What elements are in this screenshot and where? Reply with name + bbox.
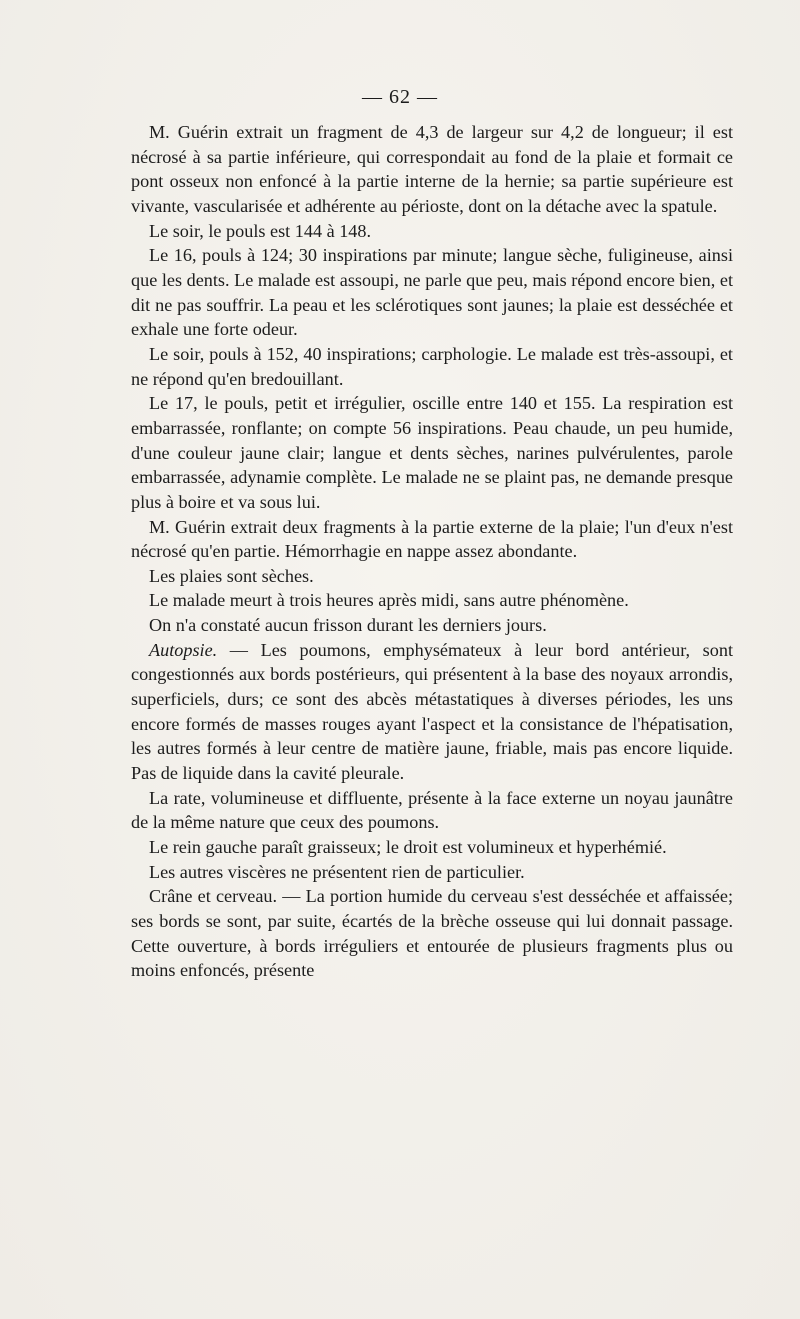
paragraph: Le 17, le pouls, petit et irrégulier, oscille entre 140 et 155. La respiration est embarrassée, ronflante; on compte 56 inspirations. Peau chaude, un peu humide, d'une couleur jaune clair; langue et dents sèches, narines pulvérulentes, parole embarrassée, adynamie complète. Le malade ne se plaint pas, ne demande presque plus à boire et va sous lui. (131, 393, 733, 512)
paragraph-autopsy (131, 638, 733, 786)
paragraph: Les autres viscères ne présentent rien de particulier. (149, 861, 525, 882)
autopsy-heading: Autopsie. (149, 639, 218, 660)
autopsy-dash: — (217, 639, 261, 660)
paragraph: M. Guérin extrait deux fragments à la partie externe de la plaie; l'un d'eux n'est nécrosé qu'en partie. Hémorrhagie en nappe assez abondante. (131, 516, 733, 562)
paragraph: Le soir, le pouls est 144 à 148. (149, 220, 372, 241)
paragraph: M. Guérin extrait un fragment de 4,3 de largeur sur 4,2 de longueur; il est nécrosé à sa partie inférieure, qui correspondait au fond de la plaie et formait ce pont osseux non enfoncé à la partie interne de la hernie; sa partie supérieure est vivante, vascularisée et adhérente au périoste, dont on la détache avec la spatule. (131, 122, 733, 216)
paragraph: Le rein gauche paraît graisseux; le droit est volumineux et hyperhémié. (149, 837, 667, 858)
paragraph: Le malade meurt à trois heures après midi, sans autre phénomène. (149, 590, 629, 611)
paragraph: La rate, volumineuse et diffluente, présente à la face externe un noyau jaunâtre de la même nature que ceux des poumons. (131, 787, 733, 833)
page-number: — 62 — (362, 86, 438, 108)
paragraph: Le 16, pouls à 124; 30 inspirations par minute; langue sèche, fuligineuse, ainsi que les dents. Le malade est assoupi, ne parle que peu, mais répond encore bien, et dit ne pas souffrir. La peau et les sclérotiques sont jaunes; la plaie est desséchée et exhale une forte odeur. (131, 245, 733, 340)
paragraph: On n'a constaté aucun frisson durant les derniers jours. (149, 615, 547, 636)
paragraph: Les plaies sont sèches. (149, 565, 314, 586)
paragraph: Crâne et cerveau. — La portion humide du cerveau s'est desséchée et affaissée; ses bords se sont, par suite, écartés de la brèche osseuse qui lui donnait passage. Cette ouverture, à bords irréguliers et entourée de plusieurs fragments plus ou moins enfoncés, présente (131, 886, 733, 981)
paragraph: Le soir, pouls à 152, 40 inspirations; carphologie. Le malade est très-assoupi, et ne répond qu'en bredouillant. (131, 343, 733, 389)
body-text (131, 120, 733, 983)
autopsy-text: Les poumons, emphysémateux à leur bord antérieur, sont congestionnés aux bords postérieurs, qui présentent à la base des noyaux arrondis, superficiels, durs; ce sont des abcès métastatiques à diverses périodes, les uns encore formés de masses rouges ayant l'aspect et la consistance de l'hépatisation, les autres formés à leur centre de matière jaune, friable, mais pas encore liquide. Pas de liquide dans la cavité pleurale. (131, 639, 733, 784)
